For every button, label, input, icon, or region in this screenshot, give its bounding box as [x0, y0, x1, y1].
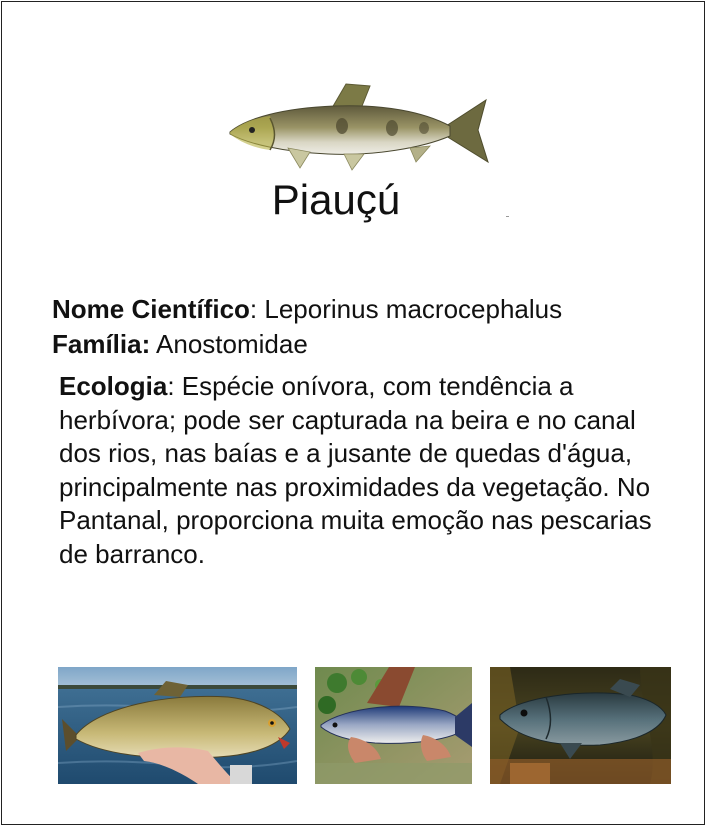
- fish-underwater-photo: [490, 667, 671, 784]
- family-line: [52, 328, 308, 360]
- scientific-name-label: Nome Científico: [52, 294, 250, 324]
- fish-card: [1, 1, 705, 825]
- scientific-name-line: [52, 293, 562, 325]
- fish-title: Piauçú: [271, 176, 401, 223]
- scientific-name-value: : Leporinus macrocephalus: [249, 294, 563, 324]
- ecology-paragraph: [59, 370, 659, 571]
- ecology-text: : Espécie onívora, com tendência a herbívora; pode ser capturada na beira e no canal dos rios, nas baías e a jusante de quedas d'água, principalmente nas proximidades da vegetação. No Pantanal, proporciona muita emoção nas pescarias de barranco.: [59, 371, 652, 569]
- fish-held-in-hands-photo: [315, 667, 472, 784]
- family-value: Anostomidae: [150, 329, 308, 359]
- ecology-label: Ecologia: [59, 371, 168, 401]
- family-label: Família:: [52, 329, 151, 359]
- fish-illustration-icon: [224, 78, 492, 174]
- fish-held-over-water-photo: [58, 667, 297, 784]
- decorative-speck: [506, 216, 509, 217]
